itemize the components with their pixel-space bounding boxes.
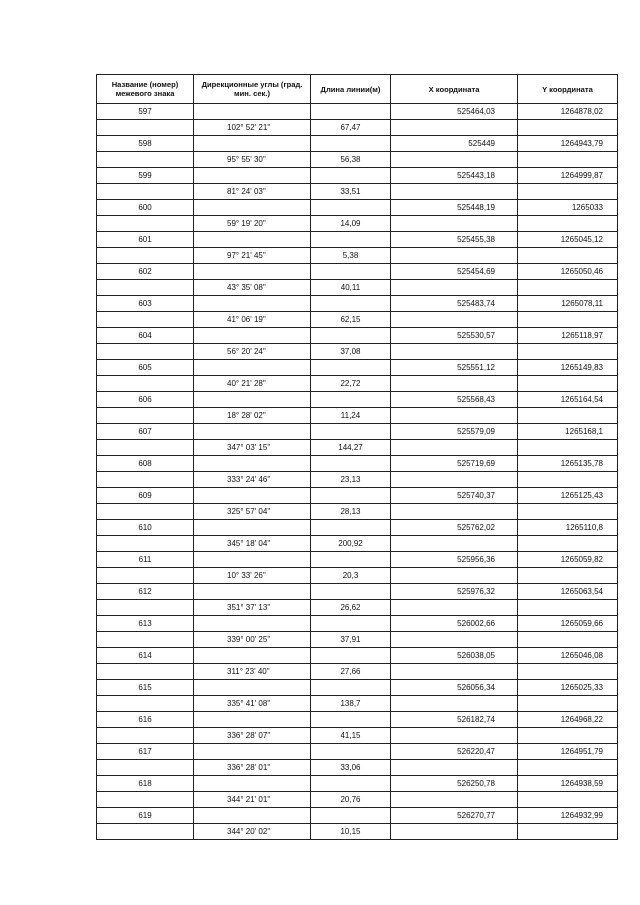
direction-angle: 311° 23' 40" xyxy=(194,664,311,680)
empty-cell xyxy=(518,728,618,744)
point-name: 604 xyxy=(97,328,194,344)
segment-row xyxy=(97,440,618,456)
point-name: 601 xyxy=(97,232,194,248)
empty-cell xyxy=(391,472,518,488)
header-x: X координата xyxy=(391,75,518,104)
empty-cell xyxy=(194,776,311,792)
line-length: 33,51 xyxy=(311,184,391,200)
line-length: 144,27 xyxy=(311,440,391,456)
empty-cell xyxy=(518,824,618,840)
coordinates-table xyxy=(96,74,618,840)
empty-cell xyxy=(391,664,518,680)
point-row xyxy=(97,328,618,344)
segment-row xyxy=(97,472,618,488)
empty-cell xyxy=(194,424,311,440)
y-coordinate: 1265149,83 xyxy=(518,360,618,376)
x-coordinate: 525579,09 xyxy=(391,424,518,440)
empty-cell xyxy=(311,488,391,504)
point-row xyxy=(97,776,618,792)
segment-row xyxy=(97,120,618,136)
point-row xyxy=(97,168,618,184)
empty-cell xyxy=(194,648,311,664)
y-coordinate: 1265033 xyxy=(518,200,618,216)
direction-angle: 351° 37' 13" xyxy=(194,600,311,616)
empty-cell xyxy=(518,440,618,456)
x-coordinate: 525740,37 xyxy=(391,488,518,504)
empty-cell xyxy=(194,616,311,632)
empty-cell xyxy=(194,168,311,184)
empty-cell xyxy=(97,600,194,616)
direction-angle: 43° 35' 08" xyxy=(194,280,311,296)
empty-cell xyxy=(311,200,391,216)
y-coordinate: 1264951,79 xyxy=(518,744,618,760)
x-coordinate: 526002,66 xyxy=(391,616,518,632)
y-coordinate: 1264878,02 xyxy=(518,104,618,120)
empty-cell xyxy=(97,184,194,200)
y-coordinate: 1265110,8 xyxy=(518,520,618,536)
empty-cell xyxy=(311,808,391,824)
empty-cell xyxy=(97,152,194,168)
empty-cell xyxy=(194,200,311,216)
empty-cell xyxy=(97,248,194,264)
empty-cell xyxy=(194,104,311,120)
empty-cell xyxy=(518,696,618,712)
segment-row xyxy=(97,376,618,392)
empty-cell xyxy=(194,264,311,280)
point-name: 616 xyxy=(97,712,194,728)
empty-cell xyxy=(194,552,311,568)
empty-cell xyxy=(97,120,194,136)
point-row xyxy=(97,744,618,760)
empty-cell xyxy=(97,344,194,360)
segment-row xyxy=(97,184,618,200)
empty-cell xyxy=(518,472,618,488)
empty-cell xyxy=(194,584,311,600)
empty-cell xyxy=(97,408,194,424)
point-name: 614 xyxy=(97,648,194,664)
y-coordinate: 1265135,78 xyxy=(518,456,618,472)
y-coordinate: 1264968,22 xyxy=(518,712,618,728)
direction-angle: 333° 24' 46" xyxy=(194,472,311,488)
y-coordinate: 1264932,99 xyxy=(518,808,618,824)
empty-cell xyxy=(518,216,618,232)
empty-cell xyxy=(97,696,194,712)
point-name: 608 xyxy=(97,456,194,472)
empty-cell xyxy=(194,488,311,504)
empty-cell xyxy=(391,536,518,552)
point-name: 612 xyxy=(97,584,194,600)
point-name: 597 xyxy=(97,104,194,120)
y-coordinate: 1264938,59 xyxy=(518,776,618,792)
segment-row xyxy=(97,792,618,808)
segment-row xyxy=(97,248,618,264)
empty-cell xyxy=(391,216,518,232)
point-row xyxy=(97,616,618,632)
empty-cell xyxy=(311,584,391,600)
point-name: 610 xyxy=(97,520,194,536)
x-coordinate: 525443,18 xyxy=(391,168,518,184)
empty-cell xyxy=(311,296,391,312)
empty-cell xyxy=(518,408,618,424)
x-coordinate: 526220,47 xyxy=(391,744,518,760)
point-name: 615 xyxy=(97,680,194,696)
header-name: Название (номер) межевого знака xyxy=(97,75,194,104)
point-row xyxy=(97,200,618,216)
empty-cell xyxy=(391,792,518,808)
empty-cell xyxy=(194,328,311,344)
x-coordinate: 525530,57 xyxy=(391,328,518,344)
empty-cell xyxy=(97,760,194,776)
point-name: 598 xyxy=(97,136,194,152)
empty-cell xyxy=(518,184,618,200)
direction-angle: 344° 20' 02" xyxy=(194,824,311,840)
empty-cell xyxy=(194,296,311,312)
empty-cell xyxy=(518,152,618,168)
empty-cell xyxy=(194,712,311,728)
empty-cell xyxy=(97,440,194,456)
empty-cell xyxy=(518,568,618,584)
direction-angle: 325° 57' 04" xyxy=(194,504,311,520)
y-coordinate: 1265045,12 xyxy=(518,232,618,248)
point-row xyxy=(97,424,618,440)
point-row xyxy=(97,392,618,408)
y-coordinate: 1265118,97 xyxy=(518,328,618,344)
line-length: 5,38 xyxy=(311,248,391,264)
empty-cell xyxy=(518,664,618,680)
point-name: 618 xyxy=(97,776,194,792)
empty-cell xyxy=(97,568,194,584)
line-length: 27,66 xyxy=(311,664,391,680)
line-length: 138,7 xyxy=(311,696,391,712)
empty-cell xyxy=(311,392,391,408)
segment-row xyxy=(97,568,618,584)
empty-cell xyxy=(391,824,518,840)
point-row xyxy=(97,808,618,824)
empty-cell xyxy=(311,328,391,344)
direction-angle: 335° 41' 08" xyxy=(194,696,311,712)
empty-cell xyxy=(311,712,391,728)
empty-cell xyxy=(97,824,194,840)
segment-row xyxy=(97,344,618,360)
empty-cell xyxy=(97,504,194,520)
empty-cell xyxy=(311,680,391,696)
x-coordinate: 526038,05 xyxy=(391,648,518,664)
empty-cell xyxy=(311,360,391,376)
y-coordinate: 1265063,54 xyxy=(518,584,618,600)
line-length: 23,13 xyxy=(311,472,391,488)
y-coordinate: 1265164,54 xyxy=(518,392,618,408)
point-row xyxy=(97,104,618,120)
empty-cell xyxy=(311,264,391,280)
empty-cell xyxy=(194,520,311,536)
line-length: 37,08 xyxy=(311,344,391,360)
y-coordinate: 1265059,66 xyxy=(518,616,618,632)
direction-angle: 102° 52' 21" xyxy=(194,120,311,136)
x-coordinate: 525568,43 xyxy=(391,392,518,408)
header-angles: Дирекционные углы (град. мин. сек.) xyxy=(194,75,311,104)
empty-cell xyxy=(518,632,618,648)
line-length: 62,15 xyxy=(311,312,391,328)
direction-angle: 345° 18' 04" xyxy=(194,536,311,552)
x-coordinate: 525448,19 xyxy=(391,200,518,216)
x-coordinate: 526270,77 xyxy=(391,808,518,824)
empty-cell xyxy=(391,760,518,776)
segment-row xyxy=(97,600,618,616)
y-coordinate: 1265046,08 xyxy=(518,648,618,664)
line-length: 37,91 xyxy=(311,632,391,648)
direction-angle: 95° 55' 30" xyxy=(194,152,311,168)
empty-cell xyxy=(97,312,194,328)
direction-angle: 18° 28' 02" xyxy=(194,408,311,424)
direction-angle: 344° 21' 01" xyxy=(194,792,311,808)
segment-row xyxy=(97,696,618,712)
y-coordinate: 1265078,11 xyxy=(518,296,618,312)
empty-cell xyxy=(391,152,518,168)
point-name: 607 xyxy=(97,424,194,440)
line-length: 20,76 xyxy=(311,792,391,808)
empty-cell xyxy=(391,280,518,296)
point-name: 600 xyxy=(97,200,194,216)
point-name: 602 xyxy=(97,264,194,280)
x-coordinate: 525762,02 xyxy=(391,520,518,536)
empty-cell xyxy=(311,744,391,760)
boundary-coordinates-sheet xyxy=(96,74,617,840)
line-length: 11,24 xyxy=(311,408,391,424)
empty-cell xyxy=(518,344,618,360)
segment-row xyxy=(97,664,618,680)
line-length: 28,13 xyxy=(311,504,391,520)
point-row xyxy=(97,136,618,152)
empty-cell xyxy=(311,232,391,248)
x-coordinate: 525449 xyxy=(391,136,518,152)
x-coordinate: 525956,36 xyxy=(391,552,518,568)
segment-row xyxy=(97,504,618,520)
empty-cell xyxy=(391,632,518,648)
empty-cell xyxy=(194,232,311,248)
point-row xyxy=(97,520,618,536)
line-length: 14,09 xyxy=(311,216,391,232)
point-name: 613 xyxy=(97,616,194,632)
segment-row xyxy=(97,536,618,552)
point-row xyxy=(97,712,618,728)
table-body xyxy=(97,104,618,840)
x-coordinate: 525483,74 xyxy=(391,296,518,312)
table-header-row xyxy=(97,75,618,104)
y-coordinate: 1265025,33 xyxy=(518,680,618,696)
empty-cell xyxy=(518,280,618,296)
empty-cell xyxy=(391,696,518,712)
y-coordinate: 1265168,1 xyxy=(518,424,618,440)
direction-angle: 56° 20' 24" xyxy=(194,344,311,360)
segment-row xyxy=(97,312,618,328)
line-length: 200,92 xyxy=(311,536,391,552)
direction-angle: 336° 28' 07" xyxy=(194,728,311,744)
point-row xyxy=(97,584,618,600)
direction-angle: 347° 03' 15" xyxy=(194,440,311,456)
empty-cell xyxy=(311,616,391,632)
direction-angle: 40° 21' 28" xyxy=(194,376,311,392)
line-length: 20,3 xyxy=(311,568,391,584)
empty-cell xyxy=(194,744,311,760)
empty-cell xyxy=(518,760,618,776)
empty-cell xyxy=(518,376,618,392)
point-row xyxy=(97,456,618,472)
empty-cell xyxy=(97,728,194,744)
empty-cell xyxy=(97,536,194,552)
x-coordinate: 526182,74 xyxy=(391,712,518,728)
x-coordinate: 525976,32 xyxy=(391,584,518,600)
empty-cell xyxy=(391,120,518,136)
empty-cell xyxy=(311,136,391,152)
point-name: 611 xyxy=(97,552,194,568)
y-coordinate: 1264943,79 xyxy=(518,136,618,152)
empty-cell xyxy=(311,520,391,536)
empty-cell xyxy=(97,376,194,392)
empty-cell xyxy=(311,648,391,664)
empty-cell xyxy=(518,312,618,328)
empty-cell xyxy=(311,424,391,440)
empty-cell xyxy=(97,280,194,296)
direction-angle: 339° 00' 25" xyxy=(194,632,311,648)
empty-cell xyxy=(194,680,311,696)
empty-cell xyxy=(391,600,518,616)
empty-cell xyxy=(97,792,194,808)
point-name: 605 xyxy=(97,360,194,376)
empty-cell xyxy=(97,632,194,648)
point-name: 603 xyxy=(97,296,194,312)
empty-cell xyxy=(518,536,618,552)
empty-cell xyxy=(311,456,391,472)
line-length: 22,72 xyxy=(311,376,391,392)
empty-cell xyxy=(518,120,618,136)
empty-cell xyxy=(518,600,618,616)
direction-angle: 41° 06' 19" xyxy=(194,312,311,328)
line-length: 40,11 xyxy=(311,280,391,296)
direction-angle: 336° 28' 01" xyxy=(194,760,311,776)
empty-cell xyxy=(391,184,518,200)
line-length: 33,06 xyxy=(311,760,391,776)
point-row xyxy=(97,232,618,248)
line-length: 10,15 xyxy=(311,824,391,840)
empty-cell xyxy=(194,360,311,376)
point-row xyxy=(97,296,618,312)
header-y: Y координата xyxy=(518,75,618,104)
segment-row xyxy=(97,280,618,296)
line-length: 41,15 xyxy=(311,728,391,744)
direction-angle: 97° 21' 45" xyxy=(194,248,311,264)
empty-cell xyxy=(97,216,194,232)
empty-cell xyxy=(518,792,618,808)
point-name: 609 xyxy=(97,488,194,504)
point-row xyxy=(97,648,618,664)
x-coordinate: 525551,12 xyxy=(391,360,518,376)
point-name: 619 xyxy=(97,808,194,824)
point-name: 617 xyxy=(97,744,194,760)
empty-cell xyxy=(311,168,391,184)
line-length: 26,62 xyxy=(311,600,391,616)
empty-cell xyxy=(518,504,618,520)
x-coordinate: 526056,34 xyxy=(391,680,518,696)
point-name: 606 xyxy=(97,392,194,408)
segment-row xyxy=(97,728,618,744)
empty-cell xyxy=(194,392,311,408)
x-coordinate: 525455,38 xyxy=(391,232,518,248)
empty-cell xyxy=(194,136,311,152)
empty-cell xyxy=(311,552,391,568)
x-coordinate: 525454,69 xyxy=(391,264,518,280)
segment-row xyxy=(97,408,618,424)
segment-row xyxy=(97,760,618,776)
point-row xyxy=(97,264,618,280)
empty-cell xyxy=(391,440,518,456)
y-coordinate: 1265050,46 xyxy=(518,264,618,280)
direction-angle: 10° 33' 26" xyxy=(194,568,311,584)
point-row xyxy=(97,488,618,504)
empty-cell xyxy=(311,104,391,120)
empty-cell xyxy=(518,248,618,264)
line-length: 67,47 xyxy=(311,120,391,136)
empty-cell xyxy=(391,344,518,360)
segment-row xyxy=(97,152,618,168)
empty-cell xyxy=(391,376,518,392)
segment-row xyxy=(97,824,618,840)
direction-angle: 59° 19' 20" xyxy=(194,216,311,232)
empty-cell xyxy=(391,568,518,584)
empty-cell xyxy=(391,312,518,328)
x-coordinate: 525719,69 xyxy=(391,456,518,472)
empty-cell xyxy=(391,408,518,424)
empty-cell xyxy=(97,664,194,680)
y-coordinate: 1265059,82 xyxy=(518,552,618,568)
x-coordinate: 525464,03 xyxy=(391,104,518,120)
empty-cell xyxy=(311,776,391,792)
segment-row xyxy=(97,632,618,648)
header-length: Длина линии(м) xyxy=(311,75,391,104)
point-row xyxy=(97,680,618,696)
empty-cell xyxy=(194,456,311,472)
empty-cell xyxy=(391,504,518,520)
direction-angle: 81° 24' 03" xyxy=(194,184,311,200)
x-coordinate: 526250,78 xyxy=(391,776,518,792)
empty-cell xyxy=(391,248,518,264)
y-coordinate: 1264999,87 xyxy=(518,168,618,184)
empty-cell xyxy=(391,728,518,744)
segment-row xyxy=(97,216,618,232)
empty-cell xyxy=(194,808,311,824)
point-row xyxy=(97,552,618,568)
point-row xyxy=(97,360,618,376)
y-coordinate: 1265125,43 xyxy=(518,488,618,504)
empty-cell xyxy=(97,472,194,488)
point-name: 599 xyxy=(97,168,194,184)
line-length: 56,38 xyxy=(311,152,391,168)
